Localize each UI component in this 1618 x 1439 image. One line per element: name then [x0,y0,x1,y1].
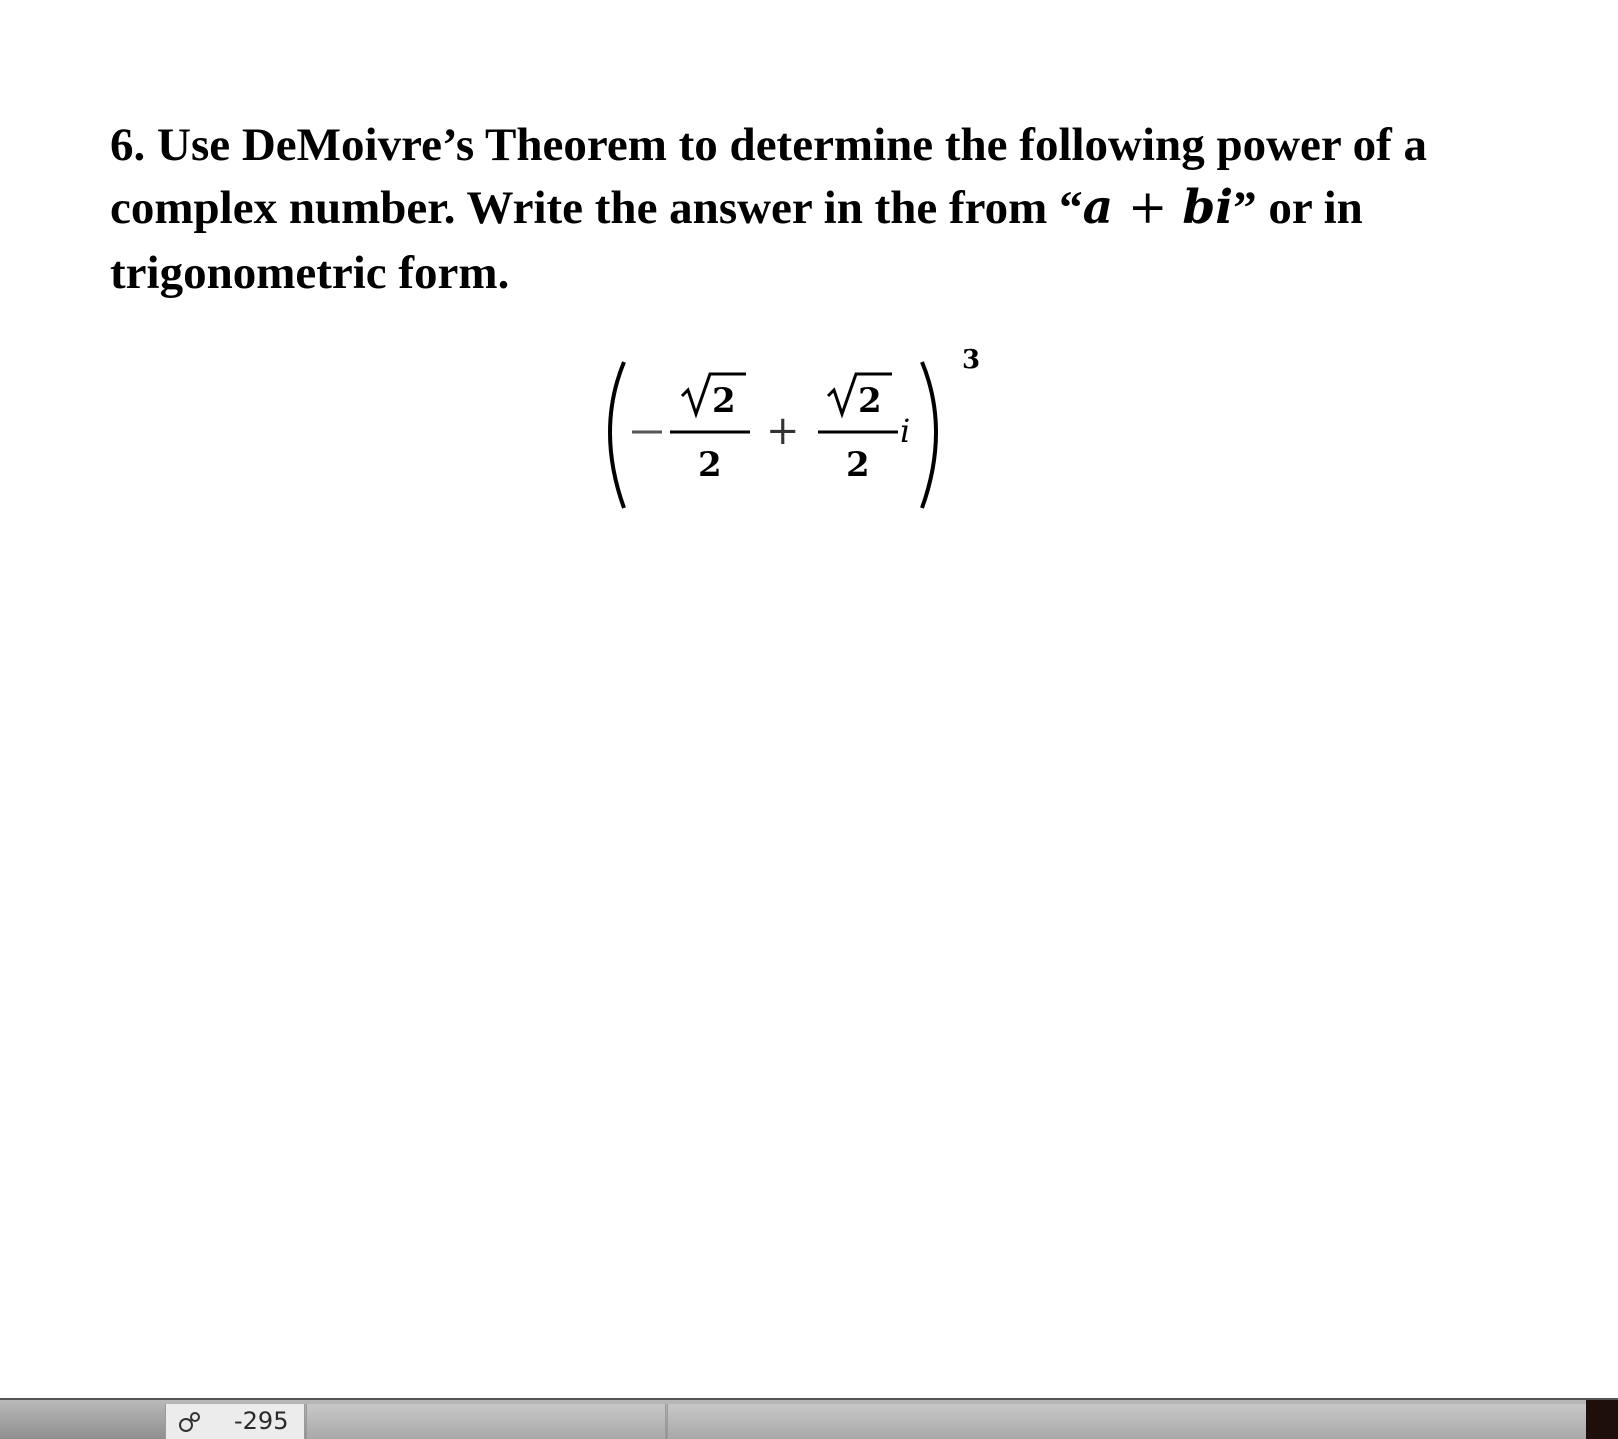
radicand-2: 2 [858,381,882,421]
variable-a: a [1082,180,1114,235]
right-parenthesis [922,362,936,508]
status-cell-middle [306,1404,666,1439]
status-cell-right [667,1404,1587,1439]
status-corner [1586,1400,1618,1439]
question-line-3: trigonometric form. [110,247,510,299]
radicand-1: 2 [712,381,736,421]
question-line-2-start: complex number. Write the answer in the from “ [110,182,1083,234]
question-text [110,118,1550,308]
math-expression [600,340,1020,540]
status-bar [0,1398,1618,1439]
variable-b: b [1182,180,1216,235]
question-line-2 [110,180,1550,246]
denominator-1: 2 [698,445,722,485]
imaginary-unit: i [900,412,911,450]
status-value: -295 [234,1407,289,1435]
plus-sign: + [1113,180,1183,235]
left-parenthesis [610,362,624,508]
expression-svg [600,340,1020,540]
denominator-2: 2 [846,445,870,485]
variable-i: i [1215,180,1234,235]
question-line-2-end: ” or in [1233,182,1363,234]
exponent: 3 [962,345,981,375]
plus-operator: + [766,408,800,454]
question-line-1: 6. Use DeMoivre’s Theorem to determine the following power of a [110,119,1428,171]
link-icon[interactable] [178,1410,202,1434]
